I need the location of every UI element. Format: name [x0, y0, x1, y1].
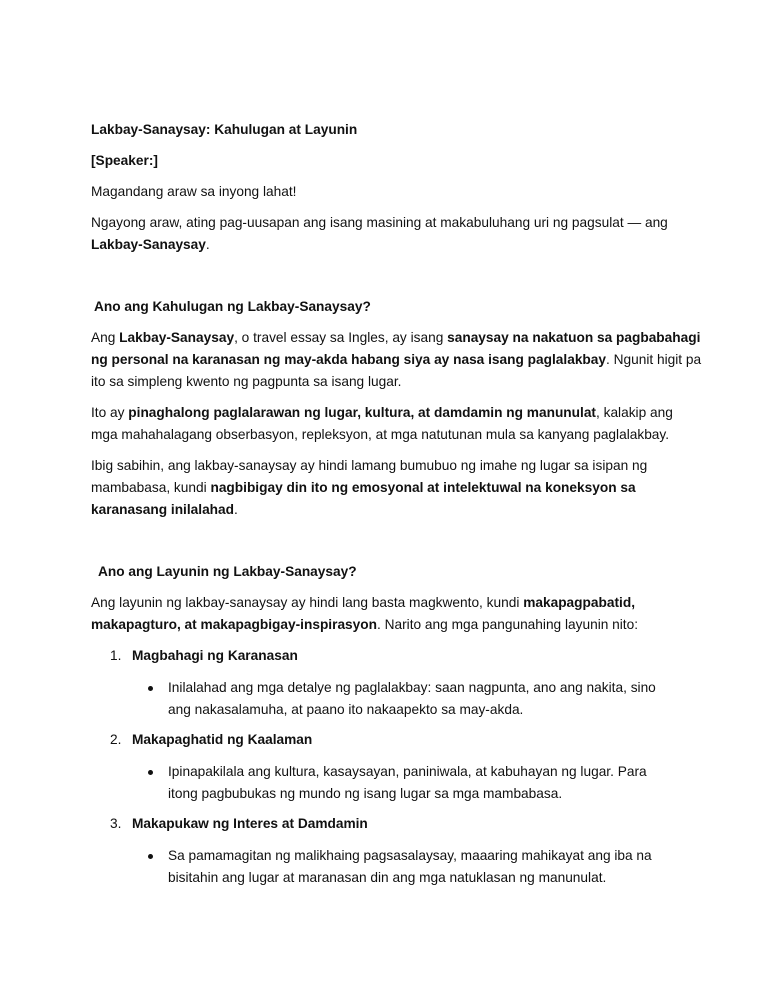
text-run: mambabasa, kundi	[91, 480, 211, 495]
paragraph	[91, 592, 711, 636]
text-run: Inilalahad ang mga detalye ng paglalakbay: saan nagpunta, ano ang nakita, sino	[168, 680, 656, 695]
text-run: sanaysay na nakatuon sa pagbabahagi	[447, 330, 701, 345]
text-run: Ang layunin ng lakbay-sanaysay ay hindi lang basta magkwento, kundi	[91, 595, 524, 610]
text-run: bisitahin ang lugar at maranasan din ang mga natuklasan ng manunulat.	[168, 870, 607, 885]
paragraph	[91, 327, 711, 393]
document-title	[91, 119, 711, 141]
text-run: mga mahahalagang obserbasyon, repleksyon, at mga natutunan mula sa kanyang paglalakbay.	[91, 427, 670, 442]
intro-paragraph	[91, 212, 711, 256]
list-item	[91, 729, 711, 751]
bullet-icon	[148, 854, 153, 859]
text-run: [Speaker:]	[91, 153, 158, 168]
text-run: 1.	[110, 648, 122, 663]
text-run: Makapukaw ng Interes at Damdamin	[132, 816, 368, 831]
text-run: Sa pamamagitan ng malikhaing pagsasalaysay, maaaring mahikayat ang iba na	[168, 848, 652, 863]
text-run: nagbibigay din ito ng emosyonal at intelektuwal na koneksyon sa	[210, 480, 636, 495]
text-run: ang nakasalamuha, at paano ito nakaapekto sa may-akda.	[168, 702, 524, 717]
text-run: itong pagbubukas ng mundo ng isang lugar sa mga mambabasa.	[168, 786, 563, 801]
text-run: 2.	[110, 732, 122, 747]
bullet-item	[91, 761, 711, 805]
text-run: ng personal na karanasan ng may-akda habang siya ay nasa isang paglalakbay	[91, 352, 607, 367]
text-run: Lakbay-Sanaysay: Kahulugan at Layunin	[91, 122, 358, 137]
document-page	[91, 119, 711, 897]
bullet-item	[91, 845, 711, 889]
text-run: . Narito ang mga pangunahing layunin nito:	[377, 617, 639, 632]
text-run: Ibig sabihin, ang lakbay-sanaysay ay hindi lamang bumubuo ng imahe ng lugar sa isipan ng	[91, 458, 648, 473]
text-run: Lakbay-Sanaysay	[119, 330, 235, 345]
bullet-item	[91, 677, 711, 721]
list-item	[91, 813, 711, 835]
bullet-icon	[148, 770, 153, 775]
text-run: karanasang inilalahad	[91, 502, 235, 517]
text-run: Makapaghatid ng Kaalaman	[132, 732, 313, 747]
text-run: , kalakip ang	[596, 405, 673, 420]
text-run: .	[234, 502, 238, 517]
paragraph	[91, 455, 711, 521]
text-run: Magbahagi ng Karanasan	[132, 648, 298, 663]
paragraph	[91, 402, 711, 446]
text-run: Ang	[91, 330, 120, 345]
list-item	[91, 645, 711, 667]
spacer	[91, 530, 711, 552]
text-run: ito sa simpleng kwento ng pagpunta sa isang lugar.	[91, 374, 402, 389]
text-run: , o travel essay sa Ingles, ay isang	[234, 330, 448, 345]
text-run: .	[205, 237, 210, 252]
text-run: makapagpabatid,	[523, 595, 635, 610]
bullet-icon	[148, 686, 153, 691]
text-run: Lakbay-Sanaysay	[91, 237, 206, 252]
text-run: pinaghalong paglalarawan ng lugar, kultura, at damdamin ng manunulat	[128, 405, 596, 420]
text-run: . Ngunit higit pa	[606, 352, 702, 367]
section-heading-layunin	[91, 561, 711, 583]
speaker-label	[91, 150, 711, 172]
text-run: 3.	[110, 816, 122, 831]
text-run: Ano ang Kahulugan ng Lakbay-Sanaysay?	[94, 299, 371, 314]
section-heading-kahulugan	[91, 296, 711, 318]
text-run: makapagturo, at makapagbigay-inspirasyon	[91, 617, 378, 632]
greeting: Magandang araw sa inyong lahat!	[91, 184, 297, 199]
text-run: Ito ay	[91, 405, 129, 420]
spacer	[91, 265, 711, 287]
text-run: Ipinapakilala ang kultura, kasaysayan, paniniwala, at kabuhayan ng lugar. Para	[168, 764, 647, 779]
text-run: Ngayong araw, ating pag-uusapan ang isang masining at makabuluhang uri ng pagsulat — ang	[91, 215, 668, 230]
text-run: Ano ang Layunin ng Lakbay-Sanaysay?	[98, 564, 357, 579]
